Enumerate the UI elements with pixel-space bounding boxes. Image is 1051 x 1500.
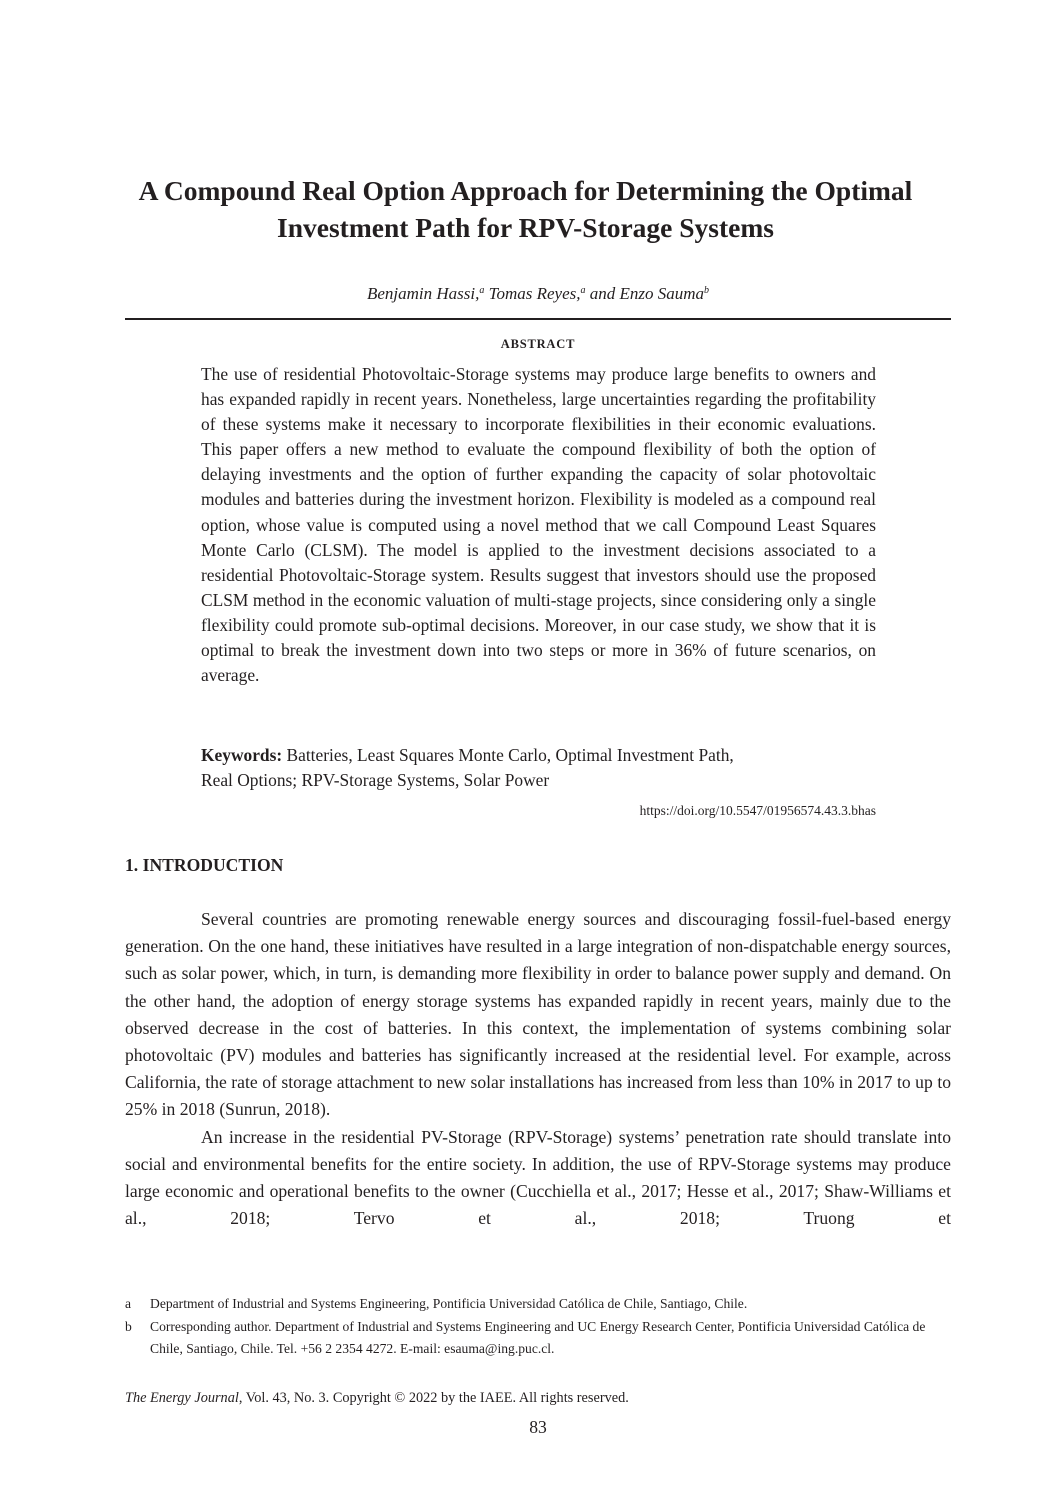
keywords-line-2: Real Options; RPV-Storage Systems, Solar Power [201,770,550,791]
body-text [125,906,951,1232]
abstract-heading: ABSTRACT [500,337,576,351]
title-line-1: A Compound Real Option Approach for Determining the Optimal [138,175,913,206]
footnote [125,1316,951,1361]
title-line-2: Investment Path for RPV-Storage Systems [277,212,774,243]
author-name: Tomas Reyes, [488,284,581,303]
footnote-text: Corresponding author. Department of Industrial and Systems Engineering and UC Energy Research Center, Pontificia Universidad Católica de Chile, Santiago, Chile. Tel. +56 2 2354 4272. E-mail: esauma@ing.puc.cl. [150,1318,926,1356]
paper-title [100,172,951,246]
author-list [125,282,951,306]
footnote-mark: b [125,1318,132,1334]
journal-citation [125,1388,951,1408]
journal-details: , Vol. 43, No. 3. Copyright © 2022 by the IAEE. All rights reserved. [238,1390,629,1406]
keywords-label: Keywords: [201,745,283,765]
keywords-line-1: Batteries, Least Squares Monte Carlo, Optimal Investment Path, [282,745,734,765]
header-divider [125,318,951,320]
journal-name: The Energy Journal [125,1390,239,1406]
section-heading: 1. INTRODUCTION [125,855,284,875]
body-paragraph: Several countries are promoting renewable energy sources and discouraging fossil-fuel-based energy generation. On the one hand, these initiatives have resulted in a large integration of non-dispatchable energy sources, such as solar power, which, in turn, is demanding more flexibility in order to balance power supply and demand. On the other hand, the adoption of energy storage systems has expanded rapidly in recent years, mainly due to the observed decrease in the cost of batteries. In this context, the implementation of systems combining solar photovoltaic (PV) modules and batteries has significantly increased at the residential level. For example, across California, the rate of storage attachment to new solar installations has increased from less than 10% in 2017 to up to 25% in 2018 (Sunrun, 2018). [125,909,951,1120]
abstract-text: The use of residential Photovoltaic-Storage systems may produce large benefits to owners and has expanded rapidly in recent years. Nonetheless, large uncertainties regarding the profitability of these systems make it necessary to incorporate flexibilities in their economic evaluations. This paper offers a new method to evaluate the compound flexibility of both the option of delaying investments and the option of further expanding the capacity of solar photovoltaic modules and batteries during the investment horizon. Flexibility is modeled as a compound real option, whose value is computed using a novel method that we call Compound Least Squares Monte Carlo (CLSM). The model is applied to the investment decisions associated to a residential Photovoltaic-Storage system. Results suggest that investors should use the proposed CLSM method in the economic valuation of multi-stage projects, since considering only a single flexibility could promote sub-optimal decisions. Moreover, in our case study, we show that it is optimal to break the investment down into two steps or more in 36% of future scenarios, on average. [201,364,876,686]
footnotes [125,1293,951,1361]
footnote [125,1293,951,1316]
author-affiliation-mark: a [479,285,485,296]
author-name: and Enzo Sauma [589,284,705,303]
body-paragraph: An increase in the residential PV-Storage (RPV-Storage) systems’ penetration rate should translate into social and environmental benefits for the entire society. In addition, the use of RPV-Storage systems may produce large economic and operational benefits to the owner (Cucchiella et al., 2017; Hesse et al., 2017; Shaw-Williams et al., 2018; Tervo et al., 2018; Truong et [125,1126,951,1229]
footnote-text: Department of Industrial and Systems Engineering, Pontificia Universidad Católica de Chile, Santiago, Chile. [150,1296,748,1311]
page-number: 83 [529,1417,547,1437]
footnote-mark: a [125,1296,132,1311]
keywords [201,743,876,793]
doi-link[interactable]: https://doi.org/10.5547/01956574.43.3.bhas [639,803,876,818]
author-name: Benjamin Hassi, [366,284,480,303]
author-affiliation-mark: b [704,285,710,296]
author-affiliation-mark: a [580,285,586,296]
